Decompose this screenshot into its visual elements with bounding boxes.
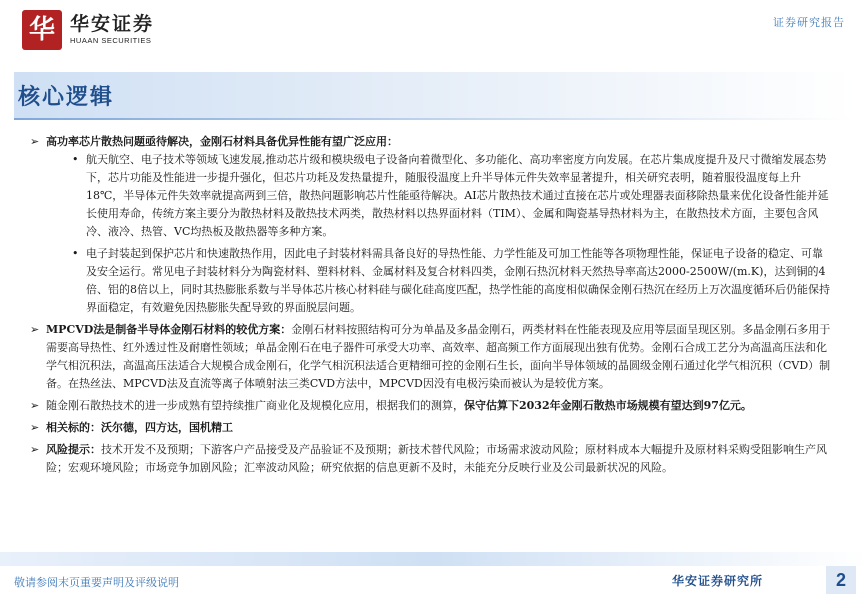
section-chip-cooling — [26, 133, 834, 151]
sub-bullet — [26, 151, 834, 241]
page-number: 2 — [826, 566, 856, 594]
logo-glyph: 华 — [28, 15, 55, 45]
section-related-stocks — [26, 419, 834, 437]
section-mpcvd — [26, 321, 834, 393]
section-heading: MPCVD法是制备半导体金刚石材料的较优方案： — [46, 323, 292, 336]
content-body — [26, 133, 834, 477]
title-underline — [14, 118, 854, 120]
page-title: 核心逻辑 — [18, 85, 115, 110]
arrow-bullet-icon: ➢ — [30, 421, 40, 434]
dot-bullet-icon: • — [72, 153, 79, 166]
institute-name: 华安证券研究所 — [672, 574, 764, 588]
section-text: 技术开发不及预期；下游客户产品接受及产品验证不及预期；新技术替代风险；市场需求波动风险；原材料成本大幅提升及原材料采购受阻影响生产风险；宏观环境风险；市场竞争加剧风险；汇率波动风险；研究依据的信息更新不及时，未能充分反映行业及公司最新状况的风险。 — [46, 443, 827, 474]
arrow-bullet-icon: ➢ — [30, 399, 40, 412]
company-name-en: HUAAN SECURITIES — [70, 36, 152, 45]
section-heading: 风险提示： — [46, 443, 101, 456]
section-heading: 相关标的：沃尔德，四方达，国机精工 — [46, 421, 233, 434]
arrow-bullet-icon: ➢ — [30, 323, 40, 336]
sub-bullet-text: 航天航空、电子技术等领域飞速发展,推动芯片级和模块级电子设备向着微型化、多功能化、高功率密度方向发展。在芯片集成度提升及尺寸微缩发展态势下，芯片功能及性能进一步提升强化，但芯片功耗及发热量提升，随服役温度上升半导体元件失效率显著提升，相关研究表明，随着服役温度每上升18℃，半导体元件失效率就提高两到三倍，散热问题影响芯片性能亟待解决。AI芯片散热技术通过直接在芯片或处理器表面移除热量来优化设备性能并延长使用寿命，传统方案主要分为散热材料及散热技术两类，散热材料以热界面材料（TIM）、金属和陶瓷基导热材料为主，在散热技术方面，主要包含风冷、液冷、热管、VC均热板及散热器等多种方案。 — [86, 153, 829, 238]
company-logo — [22, 10, 62, 50]
company-name-cn: 华安证券 — [70, 13, 155, 35]
arrow-bullet-icon: ➢ — [30, 135, 40, 148]
section-market-estimate — [26, 397, 834, 415]
section-heading: 高功率芯片散热问题亟待解决，金刚石材料具备优异性能有望广泛应用： — [46, 135, 398, 148]
sub-bullet — [26, 245, 834, 317]
section-risk — [26, 441, 834, 477]
section-text: 金刚石材料按照结构可分为单晶及多晶金刚石，两类材料在性能表现及应用等层面呈现区别。多晶金刚石多用于需要高导热性、红外透过性及耐磨性领域；单晶金刚石在电子器件可承受大功率、高效率、超高频工作方面展现出独有优势。金刚石合成工艺分为高温高压法和化学气相沉积法，高温高压法适合大规模合成金刚石，化学气相沉积法适合更精细可控的金刚石生长，面向半导体领域的晶圆级金刚石通过化学气相沉积（CVD）制备。在热丝法、MPCVD法及直流等离子体喷射法三类CVD方法中，MPCVD因没有电极污染而被认为是较优方案。 — [46, 323, 831, 390]
arrow-bullet-icon: ➢ — [30, 443, 40, 456]
market-size-highlight: 保守估算下2032年金刚石散热市场规模有望达到97亿元。 — [464, 399, 752, 412]
dot-bullet-icon: • — [72, 247, 79, 260]
sub-bullet-text: 电子封装起到保护芯片和快速散热作用，因此电子封装材料需具备良好的导热性能、力学性能及可加工性能等各项物理性能，保证电子设备的稳定、可靠及安全运行。常见电子封装材料分为陶瓷材料、塑料材料、金属材料及复合材料四类，金刚石热沉材料天然热导率高达2000-2500W/(m.K)，达到铜的4倍、铝的8倍以上，同时其热膨胀系数与半导体芯片核心材料硅与碳化硅高度匹配，热学性能的高度相似确保金刚石热沉在经历上万次温度循环后仍能保持界面稳定，有效避免因热膨胀失配导致的界面脱层问题。 — [86, 247, 830, 314]
disclaimer-link: 敬请参阅末页重要声明及评级说明 — [14, 576, 179, 589]
section-text: 随金刚石散热技术的进一步成熟有望持续推广商业化及规模化应用，根据我们的测算， — [46, 399, 464, 412]
footer-band — [0, 552, 867, 566]
report-type-label: 证券研究报告 — [773, 16, 845, 29]
title-band — [14, 72, 854, 118]
page-header — [0, 0, 867, 60]
